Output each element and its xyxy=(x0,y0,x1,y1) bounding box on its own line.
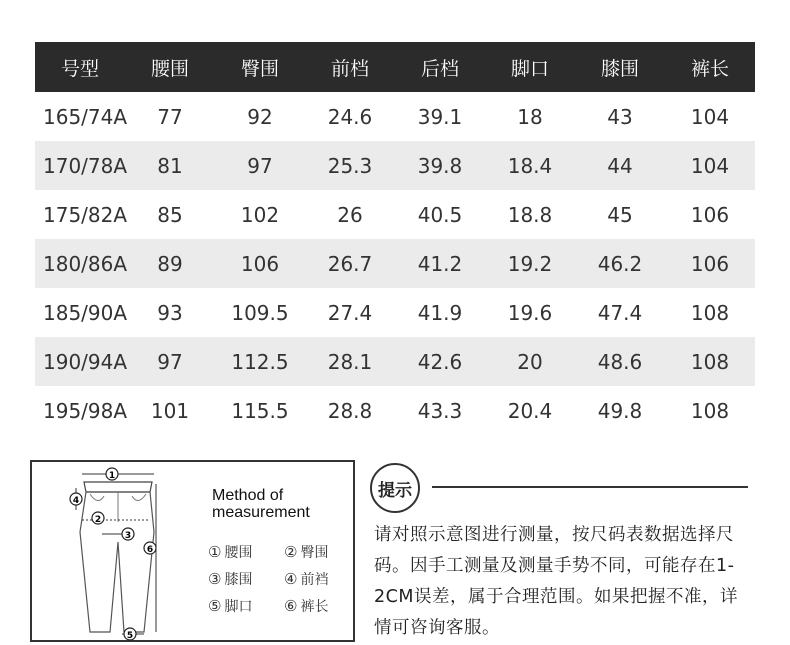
measurement-cell: 26 xyxy=(305,190,395,239)
legend-label: 脚口 xyxy=(224,599,253,615)
legend-item xyxy=(208,596,284,616)
measurement-cell: 20 xyxy=(485,337,575,386)
size-chart-table xyxy=(35,42,755,435)
column-header: 裤长 xyxy=(665,42,755,92)
size-cell: 175/82A xyxy=(35,190,125,239)
legend-item xyxy=(208,569,284,589)
marker-5 xyxy=(124,628,136,641)
marker-6 xyxy=(144,542,156,555)
table-row xyxy=(35,239,755,288)
legend-number: ② xyxy=(284,543,298,561)
measurement-cell: 104 xyxy=(665,92,755,141)
legend-item xyxy=(208,542,284,562)
table-row xyxy=(35,190,755,239)
marker-1 xyxy=(106,468,118,481)
measurement-cell: 27.4 xyxy=(305,288,395,337)
legend-number: ④ xyxy=(284,570,298,588)
legend-label: 前裆 xyxy=(300,572,329,588)
column-header: 臀围 xyxy=(215,42,305,92)
table-row xyxy=(35,92,755,141)
measurement-cell: 101 xyxy=(125,386,215,435)
measurement-cell: 18.4 xyxy=(485,141,575,190)
table-row xyxy=(35,288,755,337)
table-row xyxy=(35,386,755,435)
measurement-cell: 47.4 xyxy=(575,288,665,337)
measurement-cell: 26.7 xyxy=(305,239,395,288)
measurement-legend xyxy=(208,542,353,616)
measurement-cell: 104 xyxy=(665,141,755,190)
size-cell: 170/78A xyxy=(35,141,125,190)
measurement-cell: 18 xyxy=(485,92,575,141)
table-body xyxy=(35,92,755,435)
pants-diagram xyxy=(32,462,202,642)
table-row xyxy=(35,337,755,386)
measurement-cell: 41.2 xyxy=(395,239,485,288)
measurement-cell: 42.6 xyxy=(395,337,485,386)
column-header: 前档 xyxy=(305,42,395,92)
marker-3 xyxy=(122,528,134,541)
svg-text:4: 4 xyxy=(72,496,80,506)
measurement-cell: 109.5 xyxy=(215,288,305,337)
measurement-cell: 28.1 xyxy=(305,337,395,386)
legend-number: ⑤ xyxy=(208,597,222,615)
measurement-cell: 77 xyxy=(125,92,215,141)
measurement-cell: 18.8 xyxy=(485,190,575,239)
measurement-cell: 19.6 xyxy=(485,288,575,337)
pants-outline xyxy=(80,492,154,632)
marker-2 xyxy=(92,512,104,525)
measurement-cell: 102 xyxy=(215,190,305,239)
size-cell: 195/98A xyxy=(35,386,125,435)
measurement-cell: 106 xyxy=(665,190,755,239)
right-pocket xyxy=(132,494,146,501)
method-title-line2: measurement xyxy=(212,504,310,521)
measurement-cell: 108 xyxy=(665,386,755,435)
measurement-cell: 93 xyxy=(125,288,215,337)
method-title-line1: Method of xyxy=(212,487,284,504)
measurement-cell: 108 xyxy=(665,288,755,337)
waistband-outline xyxy=(84,482,152,492)
column-header: 腰围 xyxy=(125,42,215,92)
size-cell: 190/94A xyxy=(35,337,125,386)
svg-text:5: 5 xyxy=(126,631,134,641)
size-cell: 165/74A xyxy=(35,92,125,141)
measurement-cell: 39.1 xyxy=(395,92,485,141)
left-pocket xyxy=(90,494,104,501)
tip-divider xyxy=(432,486,748,488)
column-header: 号型 xyxy=(35,42,125,92)
svg-text:1: 1 xyxy=(108,471,116,481)
measurement-cell: 48.6 xyxy=(575,337,665,386)
column-header: 后档 xyxy=(395,42,485,92)
tip-badge: 提示 xyxy=(370,463,420,513)
legend-label: 膝围 xyxy=(224,572,253,588)
legend-number: ③ xyxy=(208,570,222,588)
measurement-cell: 97 xyxy=(125,337,215,386)
measurement-cell: 39.8 xyxy=(395,141,485,190)
measurement-diagram-box xyxy=(30,460,355,642)
legend-item xyxy=(284,542,354,562)
measurement-cell: 41.9 xyxy=(395,288,485,337)
legend-item xyxy=(284,596,354,616)
size-cell: 180/86A xyxy=(35,239,125,288)
svg-text:2: 2 xyxy=(94,515,102,525)
measurement-cell: 24.6 xyxy=(305,92,395,141)
measurement-cell: 89 xyxy=(125,239,215,288)
measurement-cell: 25.3 xyxy=(305,141,395,190)
measurement-cell: 43 xyxy=(575,92,665,141)
measurement-cell: 81 xyxy=(125,141,215,190)
measurement-cell: 115.5 xyxy=(215,386,305,435)
column-header: 脚口 xyxy=(485,42,575,92)
svg-text:6: 6 xyxy=(146,545,154,555)
measurement-cell: 20.4 xyxy=(485,386,575,435)
legend-label: 腰围 xyxy=(224,545,253,561)
measurement-cell: 97 xyxy=(215,141,305,190)
table-row xyxy=(35,141,755,190)
measurement-cell: 92 xyxy=(215,92,305,141)
measurement-cell: 46.2 xyxy=(575,239,665,288)
measurement-cell: 43.3 xyxy=(395,386,485,435)
measurement-cell: 40.5 xyxy=(395,190,485,239)
tip-text: 请对照示意图进行测量，按尺码表数据选择尺码。因手工测量及测量手势不同，可能存在1-2CM误差，属于合理范围。如果把握不准，详情可咨询客服。 xyxy=(374,525,738,638)
measurement-cell: 85 xyxy=(125,190,215,239)
measurement-cell: 19.2 xyxy=(485,239,575,288)
legend-label: 臀围 xyxy=(300,545,329,561)
legend-item xyxy=(284,569,354,589)
measurement-cell: 49.8 xyxy=(575,386,665,435)
marker-4 xyxy=(70,493,82,506)
column-header: 膝围 xyxy=(575,42,665,92)
legend-label: 裤长 xyxy=(300,599,329,615)
measurement-cell: 112.5 xyxy=(215,337,305,386)
measurement-cell: 106 xyxy=(215,239,305,288)
measurement-cell: 108 xyxy=(665,337,755,386)
method-of-measurement-title xyxy=(212,487,310,521)
legend-number: ⑥ xyxy=(284,597,298,615)
measurement-cell: 44 xyxy=(575,141,665,190)
table-header-row xyxy=(35,42,755,92)
measurement-cell: 28.8 xyxy=(305,386,395,435)
measurement-cell: 106 xyxy=(665,239,755,288)
svg-text:3: 3 xyxy=(124,531,132,541)
legend-number: ① xyxy=(208,543,222,561)
measurement-cell: 45 xyxy=(575,190,665,239)
size-cell: 185/90A xyxy=(35,288,125,337)
